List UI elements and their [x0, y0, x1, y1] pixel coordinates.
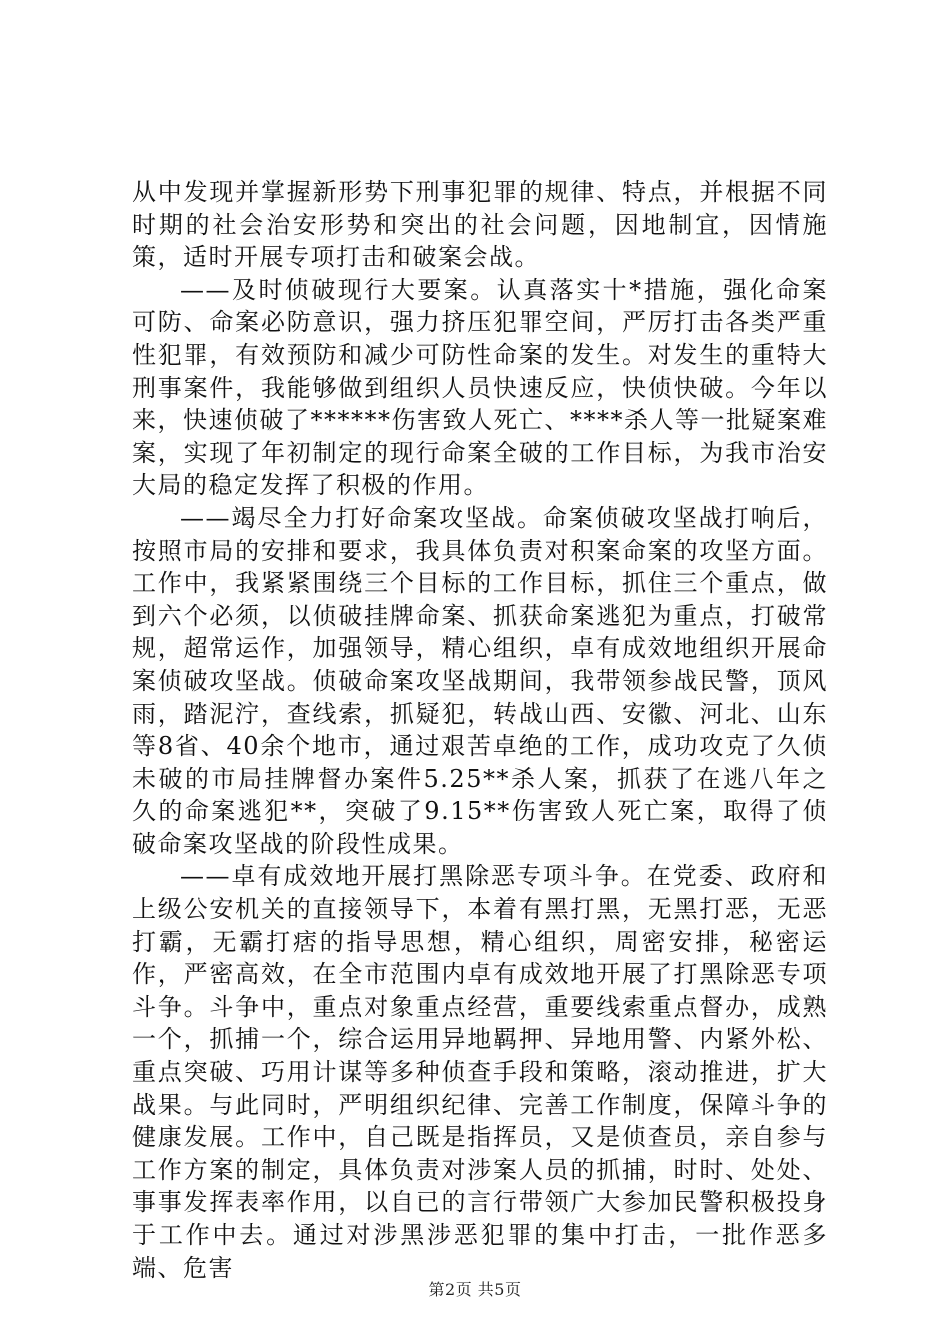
page-number-footer: 第2页 共5页: [428, 1280, 522, 1299]
paragraph-1: 从中发现并掌握新形势下刑事犯罪的规律、特点，并根据不同时期的社会治安形势和突出的社会问题，因地制宜，因情施策，适时开展专项打击和破案会战。: [132, 178, 828, 272]
paragraph-3: ——竭尽全力打好命案攻坚战。命案侦破攻坚战打响后，按照市局的安排和要求，我具体负责对积案命案的攻坚方面。工作中，我紧紧围绕三个目标的工作目标，抓住三个重点，做到六个必须，以侦破挂牌命案、抓获命案逃犯为重点，打破常规，超常运作，加强领导，精心组织，卓有成效地组织开展命案侦破攻坚战。侦破命案攻坚战期间，我带领参战民警，顶风雨，踏泥泞，查线索，抓疑犯，转战山西、安徽、河北、山东等8省、40余个地市，通过艰苦卓绝的工作，成功攻克了久侦未破的市局挂牌督办案件5.25**杀人案，抓获了在逃八年之久的命案逃犯**，突破了9.15**伤害致人死亡案，取得了侦破命案攻坚战的阶段性成果。: [132, 503, 828, 858]
paragraph-4: ——卓有成效地开展打黑除恶专项斗争。在党委、政府和上级公安机关的直接领导下，本着有黑打黑，无黑打恶，无恶打霸，无霸打痞的指导思想，精心组织，周密安排，秘密运作，严密高效，在全市范围内卓有成效地开展了打黑除恶专项斗争。斗争中，重点对象重点经营，重要线索重点督办，成熟一个，抓捕一个，综合运用异地羁押、异地用警、内紧外松、重点突破、巧用计谋等多种侦查手段和策略，滚动推进，扩大战果。与此同时，严明组织纪律、完善工作制度，保障斗争的健康发展。工作中，自己既是指挥员，又是侦查员，亲自参与工作方案的制定，具体负责对涉案人员的抓捕，时时、处处、事事发挥表率作用，以自已的言行带领广大参加民警积极投身于工作中去。通过对涉黑涉恶犯罪的集中打击，一批作恶多端、危害: [132, 862, 828, 1282]
document-body: [132, 176, 828, 1284]
paragraph-2: ——及时侦破现行大要案。认真落实十*措施，强化命案可防、命案必防意识，强力挤压犯罪空间，严厉打击各类严重性犯罪，有效预防和减少可防性命案的发生。对发生的重特大刑事案件，我能够做到组织人员快速反应，快侦快破。今年以来，快速侦破了******伤害致人死亡、****杀人等一批疑案难案，实现了年初制定的现行命案全破的工作目标，为我市治安大局的稳定发挥了积极的作用。: [132, 275, 828, 500]
